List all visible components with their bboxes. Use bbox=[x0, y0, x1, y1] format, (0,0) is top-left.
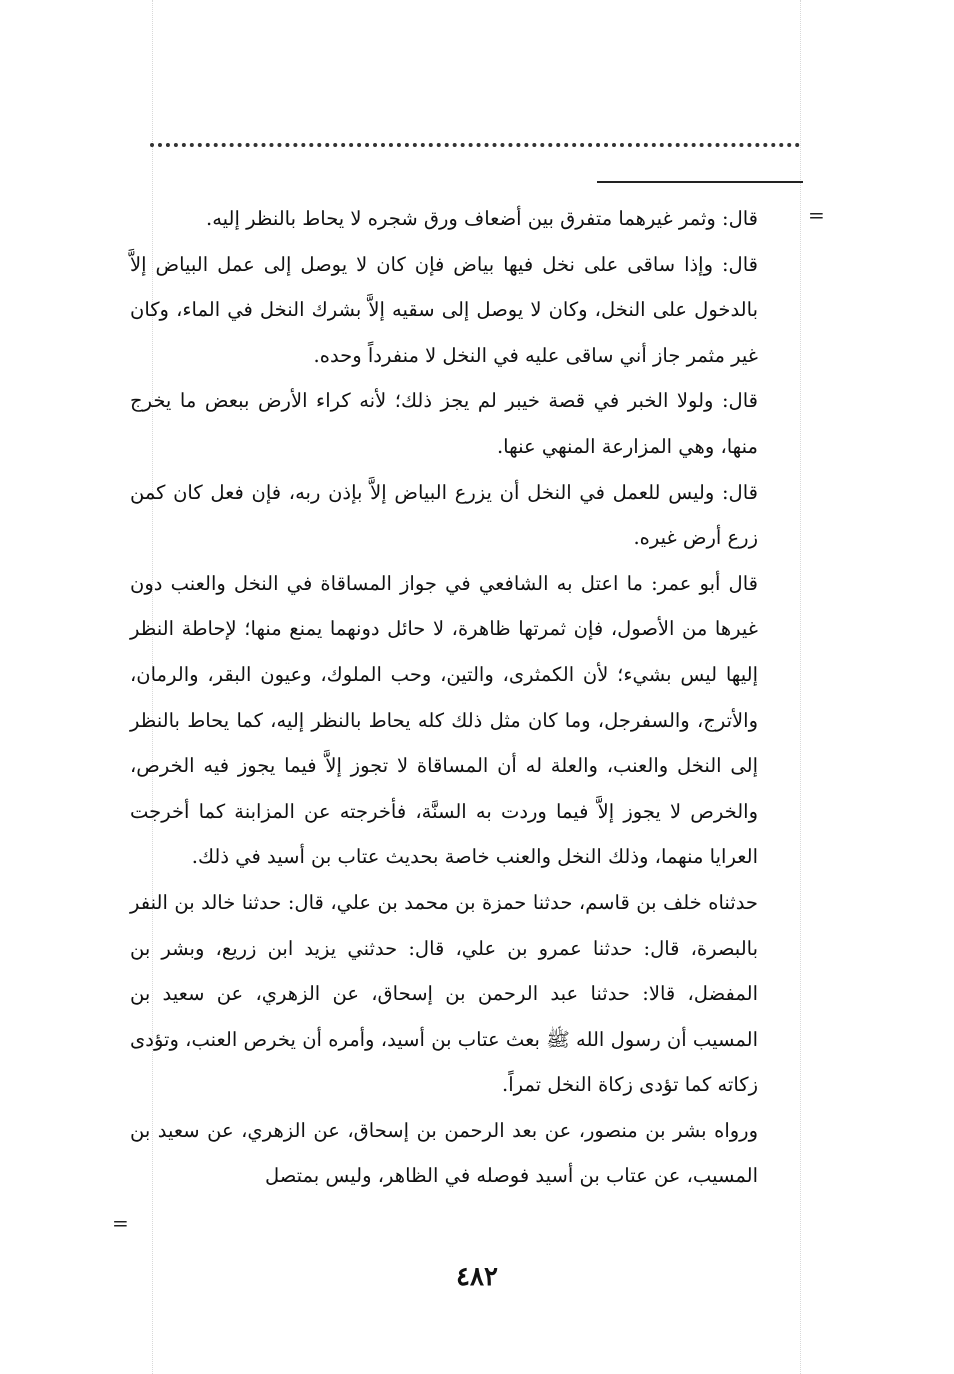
paragraph-6: حدثناه خلف بن قاسم، حدثنا حمزة بن محمد بن علي، قال: حدثنا خالد بن النفر بالبصرة، قال: حدثنا عمرو بن علي، قال: حدثني يزيد ابن زريع، وبشر بن المفضل، قالا: حدثنا عبد الرحمن بن إسحاق، عن الزهري، عن سعيد بن المسيب أن رسول الله ﷺ بعث عتاب بن أسيد، وأمره أن يخرص العنب، وتؤدى زكاته كما تؤدى زكاة النخل تمراً. bbox=[130, 890, 758, 1097]
paragraph-3: قال: ولولا الخبر في قصة خيبر لم يجز ذلك؛ لأنه كراء الأرض ببعض ما يخرج منها، وهي المزارعة المنهي عنها. bbox=[130, 389, 758, 458]
paragraph-7: ورواه بشر بن منصور، عن بعد الرحمن بن إسحاق، عن الزهري، عن سعيد بن المسيب، عن عتاب بن أسيد فوصله في الظاهر، وليس بمتصل bbox=[130, 1118, 758, 1188]
paragraph-5: قال أبو عمر: ما اعتل به الشافعي في جواز المساقاة في النخل والعنب دون غيرها من الأصول، فإن ثمرتها ظاهرة، لا حائل دونهما يمنع منها؛ لإحاطة النظر إليها ليس بشيء؛ لأن الكمثرى، والتين، وحب الملوك، وعيون البقر، والرمان، والأترج، والسفرجل، وما كان مثل ذلك كله يحاط بالنظر إليه، كما يحاط بالنظر إلى النخل والعنب، والعلة له أن المساقاة لا تجوز إلاَّ فيما يجوز فيه الخرص، والخرص لا يجوز إلاَّ فيما وردت به السنَّة، فأخرجته عن المزابنة كما أخرجت العرايا منهما، وذلك النخل والعنب خاصة بحديث عتاب بن أسيد في ذلك. bbox=[130, 571, 758, 869]
footnote-continuation-marker-bottom: = bbox=[112, 1211, 129, 1235]
page-body-text bbox=[130, 196, 758, 1199]
header-dotted-line bbox=[150, 143, 800, 147]
footnote-continuation-marker-top: = bbox=[808, 203, 825, 227]
footnote-separator-rule bbox=[597, 181, 803, 183]
paragraph-4: قال: وليس للعمل في النخل أن يزرع البياض إلاَّ بإذن ربه، فإن فعل كان كمن زرع أرض غيره. bbox=[130, 480, 758, 550]
paragraph-2: قال: وإذا ساقى على نخل فيها بياض فإن كان لا يوصل إلى عمل البياض إلاَّ بالدخول على النخل، وكان لا يوصل إلى سقيه إلاَّ بشرك النخل في الماء، وكان غير مثمر جاز أني ساقى عليه في النخل لا منفرداً وحده. bbox=[130, 252, 758, 367]
paragraph-1: قال: وثمر غيرهما متفرق بين أضعاف ورق شجره لا يحاط بالنظر إليه. bbox=[206, 207, 758, 230]
page-number: ٤٨٢ bbox=[456, 1262, 498, 1292]
scan-margin-line-right bbox=[800, 0, 801, 1374]
